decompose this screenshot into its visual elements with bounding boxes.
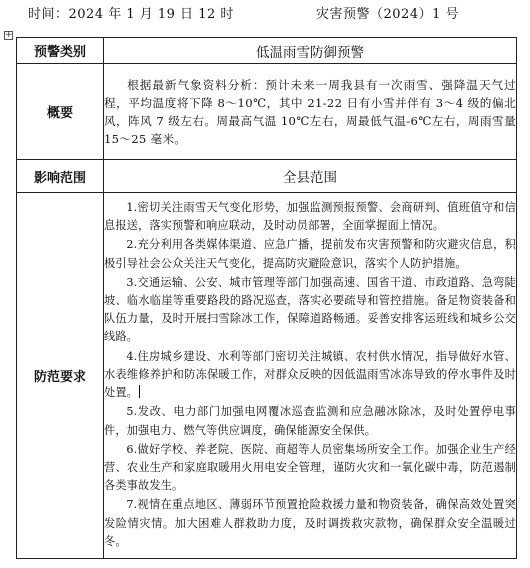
- measure-item-2: 2.充分利用各类媒体渠道、应急广播，提前发布灾害预警和防灾避灾信息，积极引导社会公众关注天气变化，提高防灾避险意识，落实个人防护措施。: [104, 238, 516, 270]
- alert-type-value: 低温雨雪防御预警: [104, 38, 517, 64]
- scope-row: [17, 160, 517, 193]
- measures-cell: [104, 193, 517, 559]
- summary-cell: [104, 64, 517, 160]
- measure-item-1: 1.密切关注雨雪天气变化形势，加强监测预报预警、会商研判、值班值守和信息报送，落实预警和响应联动，及时动员部署，全面掌握面上情况。: [104, 201, 516, 233]
- alert-type-row: [17, 38, 517, 64]
- document-number: 灾害预警（2024）1 号: [316, 7, 459, 22]
- document-header: [0, 4, 530, 26]
- issue-time: 时间：2024 年 1 月 19 日 12 时: [28, 7, 234, 22]
- scope-value: 全县范围: [104, 160, 517, 193]
- measure-item-4: [104, 348, 516, 403]
- measure-item-5: 5.发改、电力部门加强电网覆冰巡查监测和应急融冰除冰，及时处置停电事件，加强电力、燃气等供应调度，确保能源安全保供。: [104, 405, 516, 437]
- alert-type-label: 预警类别: [17, 38, 104, 64]
- measures-row: [17, 193, 517, 559]
- measure-item-4-text: 4.住房城乡建设、水利等部门密切关注城镇、农村供水情况，指导做好水管、水表维修养护和防冻保暖工作，对群众反映的因低温雨雪冰冻导致的停水事件及时处置。: [104, 349, 516, 400]
- summary-text: 根据最新气象资料分析：预计未来一周我县有一次雨雪、强降温天气过程，平均温度将下降 8～10℃，其中 21-22 日有小雪并伴有 3～4 级的偏北风，阵风 7 级左右。周最高气温 10℃左右，周最低气温-6℃左右，周雨雪量 15～25 毫米。: [104, 77, 516, 146]
- measure-item-6: 6.做好学校、养老院、医院、商超等人员密集场所安全工作。加强企业生产经营、农业生产和家庭取暖用火用电安全管理，谨防火灾和一氧化碳中毒，防范遏制各类事故发生。: [104, 442, 516, 493]
- measures-label: 防范要求: [17, 193, 104, 559]
- measure-item-3: 3.交通运输、公安、城市管理等部门加强高速、国省干道、市政道路、急弯陡坡、临水临崖等重要路段的路况巡查，落实必要疏导和管控措施。备足物资装备和队伍力量，及时开展扫雪除冰工作，保障道路畅通。妥善安排客运班线和城乡公交线路。: [104, 275, 516, 344]
- scope-label: 影响范围: [17, 160, 104, 193]
- measure-item-7: 7.视情在重点地区、薄弱环节预置抢险救援力量和物资装备，确保高效处置突发险情灾情。加大困难人群救助力度，及时调拨救灾款物，确保群众安全温暖过冬。: [104, 498, 516, 548]
- summary-label: 概要: [17, 64, 104, 160]
- summary-row: [17, 64, 517, 160]
- text-cursor: [139, 385, 140, 398]
- table-move-handle-icon[interactable]: +: [5, 30, 13, 40]
- warning-table: [16, 37, 517, 559]
